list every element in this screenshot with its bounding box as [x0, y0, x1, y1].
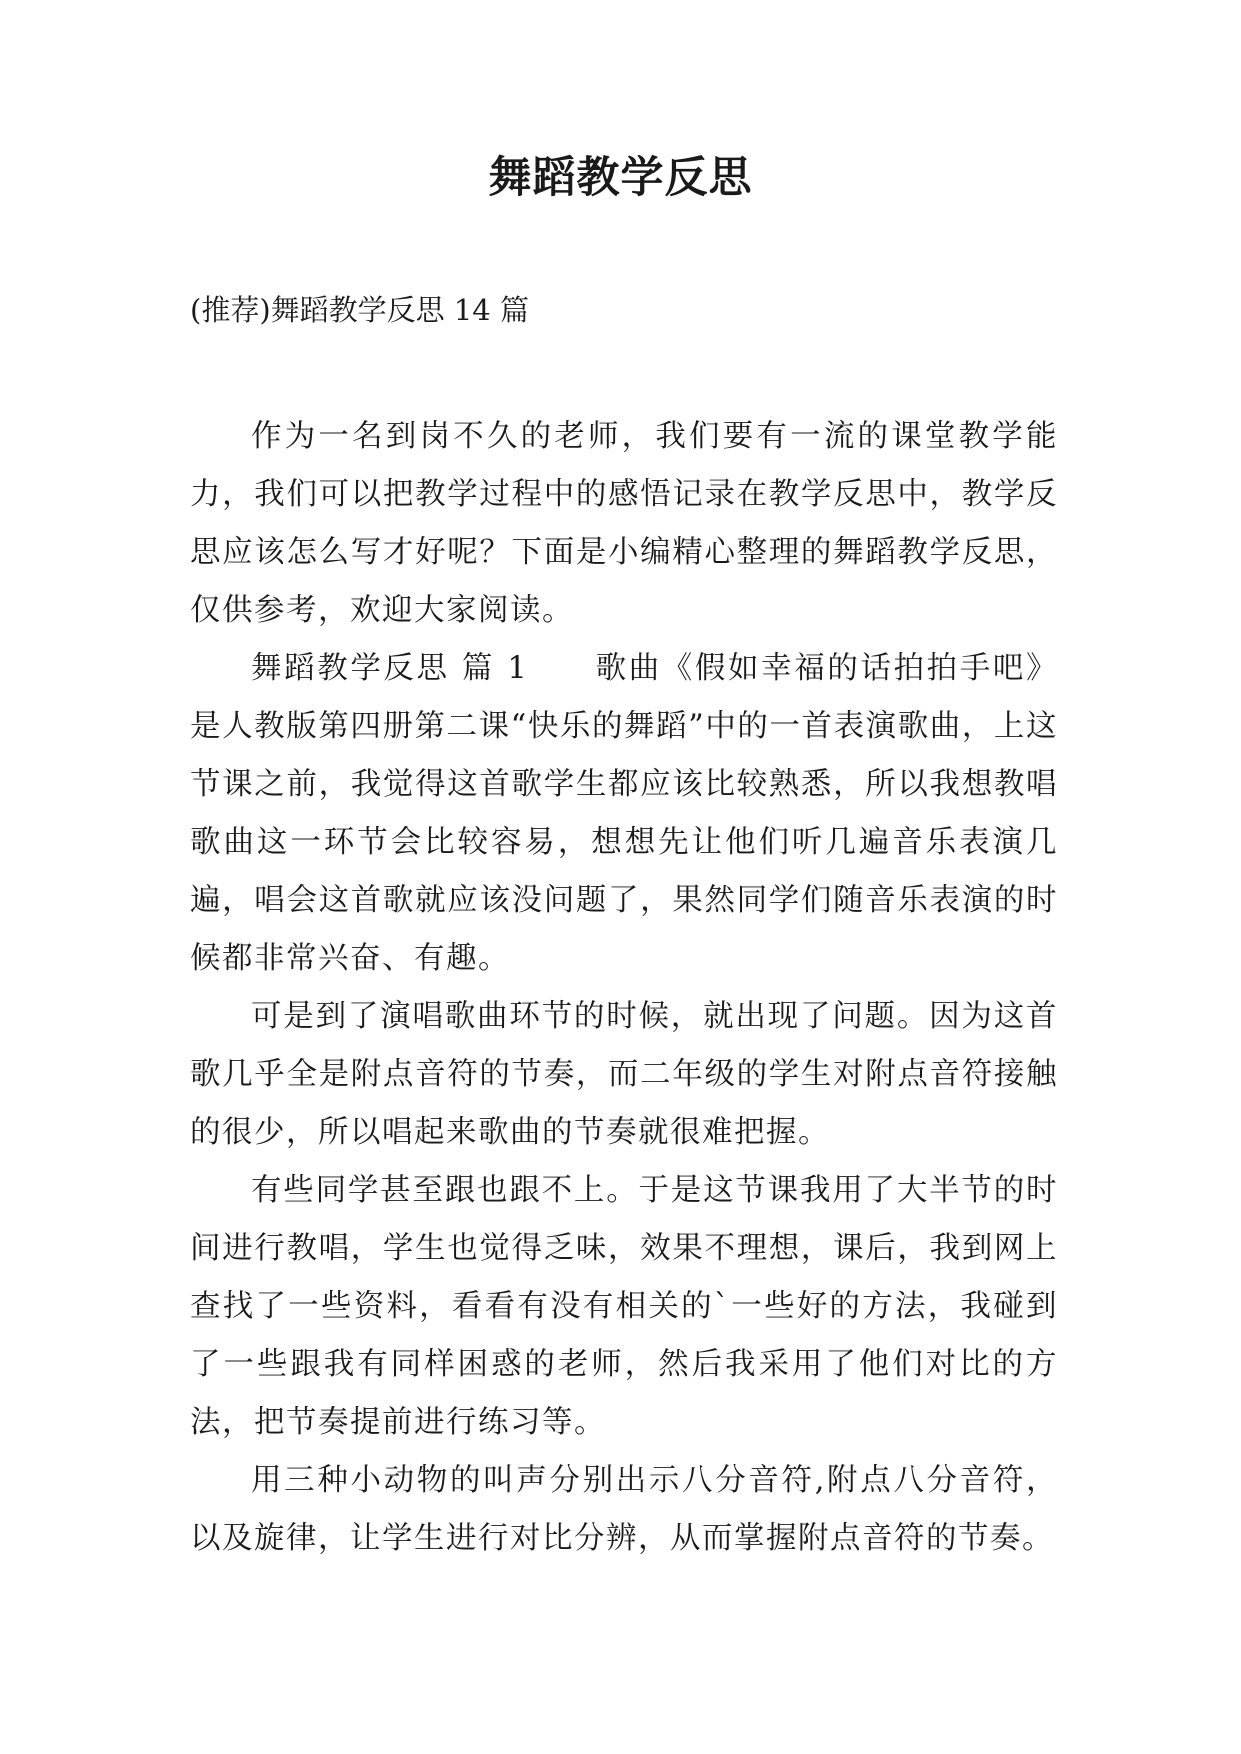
paragraph-intro: 作为一名到岗不久的老师，我们要有一流的课堂教学能力，我们可以把教学过程中的感悟记录在教学反思中，教学反思应该怎么写才好呢？下面是小编精心整理的舞蹈教学反思，仅供参考，欢迎大家阅读。: [190, 419, 1058, 628]
paragraph-problem: 可是到了演唱歌曲环节的时候，就出现了问题。因为这首歌几乎全是附点音符的节奏，而二年级的学生对附点音符接触的很少，所以唱起来歌曲的节奏就很难把握。: [190, 999, 1058, 1150]
paragraph-method: 用三种小动物的叫声分别出示八分音符,附点八分音符，以及旋律，让学生进行对比分辨，从而掌握附点音符的节奏。: [190, 1463, 1058, 1556]
paragraph-part-1: 舞蹈教学反思 篇 1 歌曲《假如幸福的话拍拍手吧》是人教版第四册第二课“快乐的舞蹈”中的一首表演歌曲，上这节课之前，我觉得这首歌学生都应该比较熟悉，所以我想教唱歌曲这一环节会比较容易，想想先让他们听几遍音乐表演几遍，唱会这首歌就应该没问题了，果然同学们随音乐表演的时候都非常兴奋、有趣。: [190, 651, 1058, 976]
document-title: 舞蹈教学反思: [488, 153, 753, 203]
paragraph-solution: 有些同学甚至跟也跟不上。于是这节课我用了大半节的时间进行教唱，学生也觉得乏味，效果不理想，课后，我到网上查找了一些资料，看看有没有相关的`一些好的方法，我碰到了一些跟我有同样困惑的老师，然后我采用了他们对比的方法，把节奏提前进行练习等。: [190, 1173, 1058, 1440]
document-body: [190, 408, 1058, 1568]
document-subtitle: (推荐)舞蹈教学反思 14 篇: [190, 293, 529, 327]
